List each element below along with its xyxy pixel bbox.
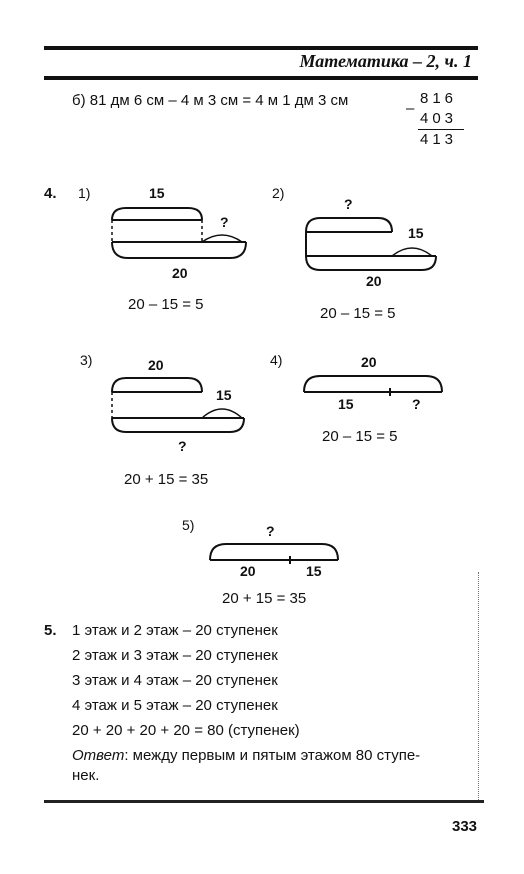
task5-line-3: 3 этаж и 4 этаж – 20 ступенек xyxy=(72,672,278,689)
d4-right-value: ? xyxy=(412,396,421,412)
task5-answer xyxy=(72,747,420,764)
task5-line-2: 2 этаж и 3 этаж – 20 ступенек xyxy=(72,647,278,664)
task5-line-1: 1 этаж и 2 этаж – 20 ступенек xyxy=(72,622,278,639)
margin-dotted-line xyxy=(478,572,479,800)
d1-right-value: ? xyxy=(220,214,229,230)
column-rule xyxy=(418,129,464,130)
d4-left-value: 15 xyxy=(338,396,354,412)
column-subtrahend: 403 xyxy=(420,110,458,127)
diagram-1 xyxy=(100,200,260,270)
diagram-4 xyxy=(298,368,448,398)
column-minus-sign: – xyxy=(406,100,415,117)
d2-bottom-value: 20 xyxy=(366,273,382,289)
task5-number: 5. xyxy=(44,622,57,639)
task5-answer-continued: нек. xyxy=(72,767,100,784)
d2-top-value: ? xyxy=(344,196,353,212)
footer-rule xyxy=(44,800,484,803)
d5-label: 5) xyxy=(182,517,195,533)
page-number: 333 xyxy=(452,818,478,835)
page-header xyxy=(44,46,478,80)
d3-bottom-value: ? xyxy=(178,438,187,454)
d4-label: 4) xyxy=(270,352,283,368)
d5-equation: 20 + 15 = 35 xyxy=(222,590,307,607)
answer-text: : между первым и пятым этажом 80 ступе- xyxy=(124,747,421,764)
d2-label: 2) xyxy=(272,185,285,201)
diagram-3 xyxy=(104,370,254,440)
diagram-5 xyxy=(206,536,346,566)
d1-top-value: 15 xyxy=(149,185,165,201)
task4-number: 4. xyxy=(44,185,57,202)
answer-label: Ответ xyxy=(72,747,125,764)
d3-label: 3) xyxy=(80,352,93,368)
d1-equation: 20 – 15 = 5 xyxy=(128,296,204,313)
d3-equation: 20 + 15 = 35 xyxy=(124,471,209,488)
d5-left-value: 20 xyxy=(240,563,256,579)
column-minuend: 816 xyxy=(420,90,458,107)
header-title: Математика – 2, ч. 1 xyxy=(299,51,472,71)
d3-top-value: 20 xyxy=(148,357,164,373)
d2-right-value: 15 xyxy=(408,225,424,241)
task5-line-4: 4 этаж и 5 этаж – 20 ступенек xyxy=(72,697,278,714)
d1-bottom-value: 20 xyxy=(172,265,188,281)
part-b-equation: б) 81 дм 6 см – 4 м 3 см = 4 м 1 дм 3 см xyxy=(72,92,349,109)
d1-label: 1) xyxy=(78,185,91,201)
d3-right-value: 15 xyxy=(216,387,232,403)
column-result: 413 xyxy=(420,131,458,148)
d4-equation: 20 – 15 = 5 xyxy=(322,428,398,445)
d5-top-value: ? xyxy=(266,523,275,539)
diagram-2 xyxy=(296,208,446,278)
d5-right-value: 15 xyxy=(306,563,322,579)
d2-equation: 20 – 15 = 5 xyxy=(320,305,396,322)
d4-top-value: 20 xyxy=(361,354,377,370)
task5-line-5: 20 + 20 + 20 + 20 = 80 (ступенек) xyxy=(72,722,300,739)
